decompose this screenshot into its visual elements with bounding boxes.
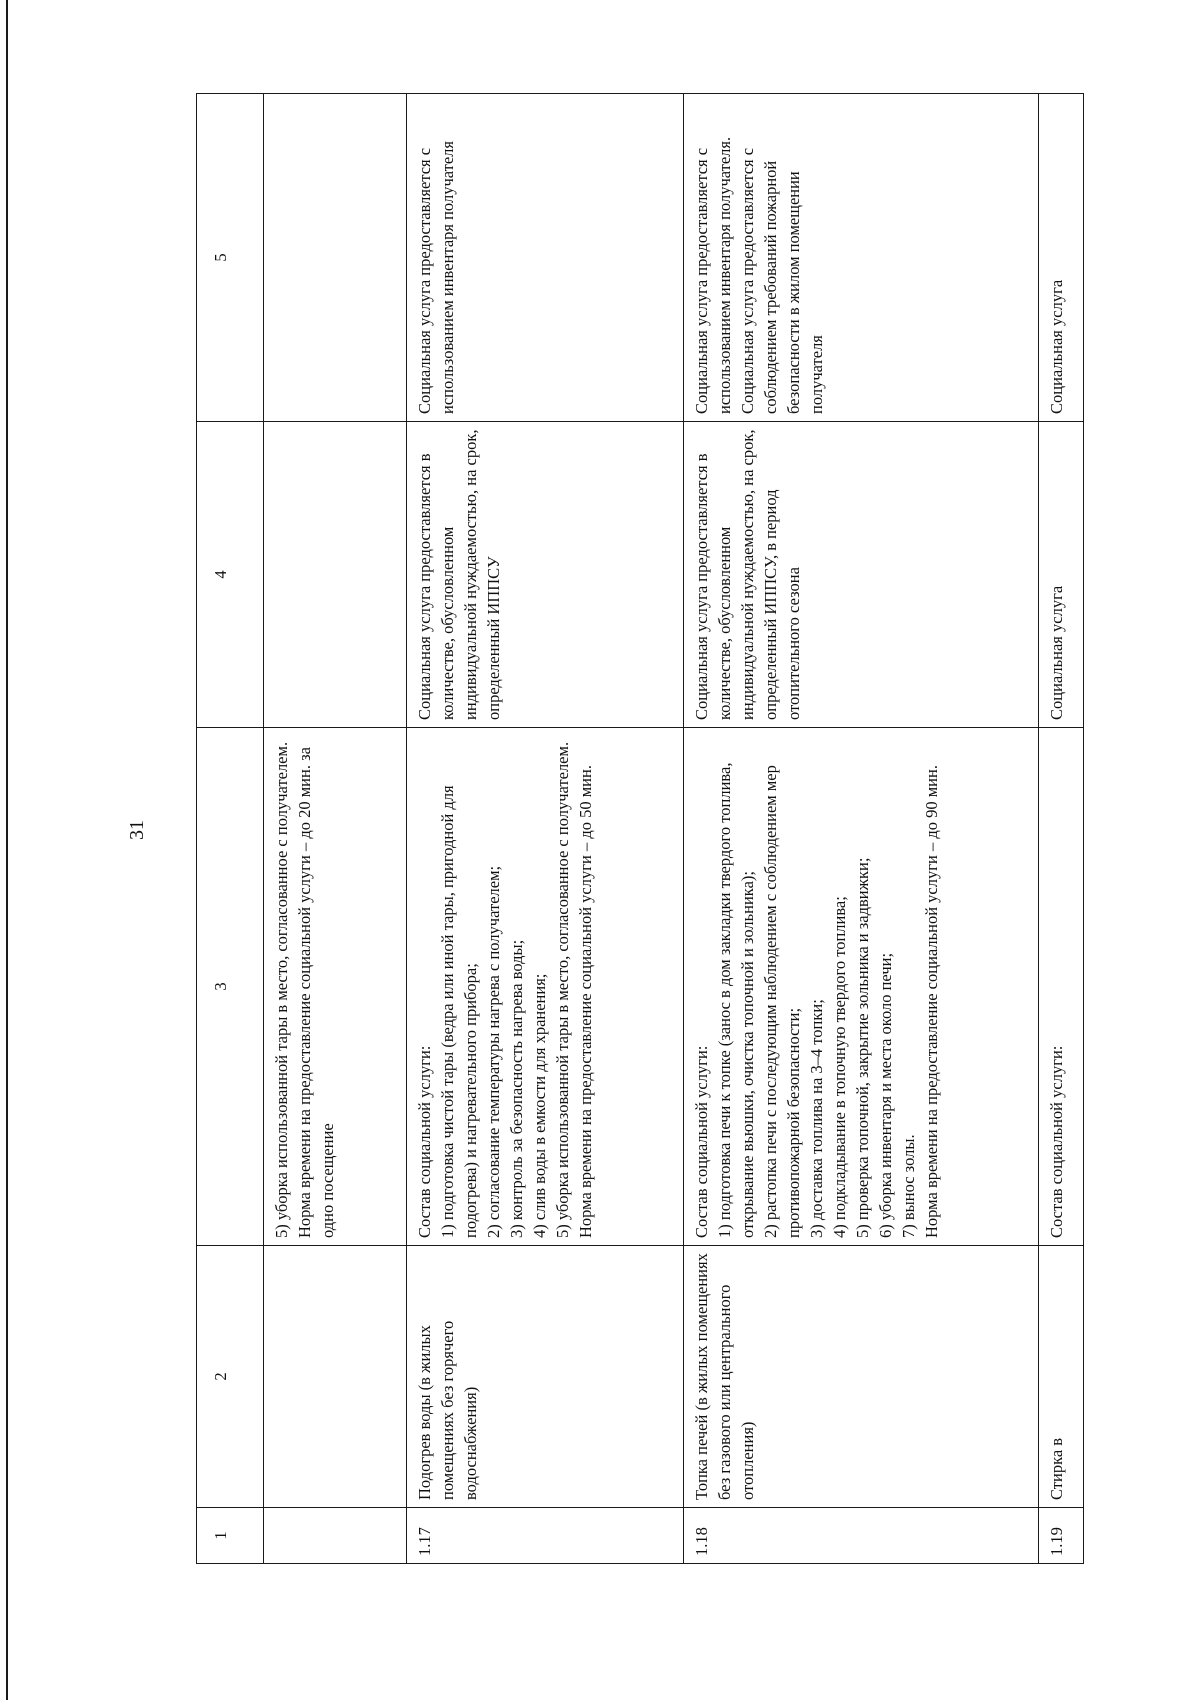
content-line: 5) уборка использованной тары в место, согласованное с получателем. xyxy=(272,741,291,1238)
cell-conditions: Социальная услуга xyxy=(1039,94,1084,422)
cell-service-name: Стирка в xyxy=(1039,1246,1084,1508)
cell-service-name: Подогрев воды (в жилых помещениях без горячего водоснабжения) xyxy=(407,1246,684,1508)
content-line: 4) слив воды в емкости для хранения; xyxy=(530,973,549,1238)
content-line: Состав социальной услуги: xyxy=(692,1045,711,1238)
cell-service-name xyxy=(264,1246,407,1508)
page-left-edge-line xyxy=(6,0,8,1700)
cell-service-content xyxy=(264,728,407,1246)
cell-service-name: Топка печей (в жилых помещениях без газового или центрального отопления) xyxy=(684,1246,1039,1508)
cell-conditions xyxy=(264,94,407,422)
table-row-1-18 xyxy=(684,94,1039,1564)
cell-service-content xyxy=(684,728,1039,1246)
header-cell-5: 5 xyxy=(197,94,264,422)
cell-number: 1.17 xyxy=(407,1508,684,1564)
content-line: 1) подготовка чистой тары (ведра или иной тары, пригодной для подогрева) и нагревательного прибора; xyxy=(438,785,480,1238)
table-row-1-19 xyxy=(1039,94,1084,1564)
content-line: 2) согласование температуры нагрева с получателем; xyxy=(484,865,503,1238)
content-line: Норма времени на предоставление социальной услуги – до 50 мин. xyxy=(576,765,595,1238)
header-cell-4: 4 xyxy=(197,422,264,728)
table-row-continuation xyxy=(264,94,407,1564)
cell-service-content xyxy=(407,728,684,1246)
header-cell-2: 2 xyxy=(197,1246,264,1508)
header-cell-3: 3 xyxy=(197,728,264,1246)
content-line: 5) проверка топочной, закрытие зольника и задвижки; xyxy=(853,857,872,1238)
table-row-1-17 xyxy=(407,94,684,1564)
cell-number xyxy=(264,1508,407,1564)
page-number: 31 xyxy=(126,820,148,840)
header-cell-1: 1 xyxy=(197,1508,264,1564)
content-line: 4) подкладывание в топочную твердого топлива; xyxy=(830,896,849,1238)
content-line: 5) уборка использованной тары в место, согласованное с получателем. xyxy=(553,741,572,1238)
content-line: Норма времени на предоставление социальной услуги – до 90 мин. xyxy=(922,765,941,1238)
content-line: 3) доставка топлива на 3–4 топки; xyxy=(807,999,826,1238)
content-line: 1) подготовка печи к топке (занос в дом закладки твердого топлива, открывание вьюшки, очистка топочной и зольника); xyxy=(715,762,757,1238)
content-line: Норма времени на предоставление социальной услуги – до 20 мин. за одно посещение xyxy=(295,747,337,1238)
services-table xyxy=(196,93,1084,1564)
cell-conditions: Социальная услуга предоставляется с использованием инвентаря получателя. Социальная услуга предоставляется с соблюдением требований пожарной безопасности в жилом помещении получателя xyxy=(684,94,1039,422)
content-line: Состав социальной услуги: xyxy=(1047,1045,1066,1238)
table-header-row xyxy=(197,94,264,1564)
content-line: Состав социальной услуги: xyxy=(415,1045,434,1238)
content-line: 6) уборка инвентаря и места около печи; xyxy=(876,952,895,1238)
cell-volume xyxy=(264,422,407,728)
cell-volume: Социальная услуга предоставляется в количестве, обусловленном индивидуальной нуждаемостью, на срок, определенный ИППСУ, в период отопительного сезона xyxy=(684,422,1039,728)
cell-number: 1.18 xyxy=(684,1508,1039,1564)
cell-service-content xyxy=(1039,728,1084,1246)
cell-volume: Социальная услуга xyxy=(1039,422,1084,728)
cell-volume: Социальная услуга предоставляется в количестве, обусловленном индивидуальной нуждаемостью, на срок, определенный ИППСУ xyxy=(407,422,684,728)
content-line: 3) контроль за безопасность нагрева воды; xyxy=(507,939,526,1238)
cell-conditions: Социальная услуга предоставляется с использованием инвентаря получателя xyxy=(407,94,684,422)
rotated-page-content xyxy=(196,94,1066,1564)
cell-number: 1.19 xyxy=(1039,1508,1084,1564)
content-line: 7) вынос золы. xyxy=(899,1134,918,1238)
content-line: 2) растопка печи с последующим наблюдением с соблюдением мер противопожарной безопасности; xyxy=(761,765,803,1238)
